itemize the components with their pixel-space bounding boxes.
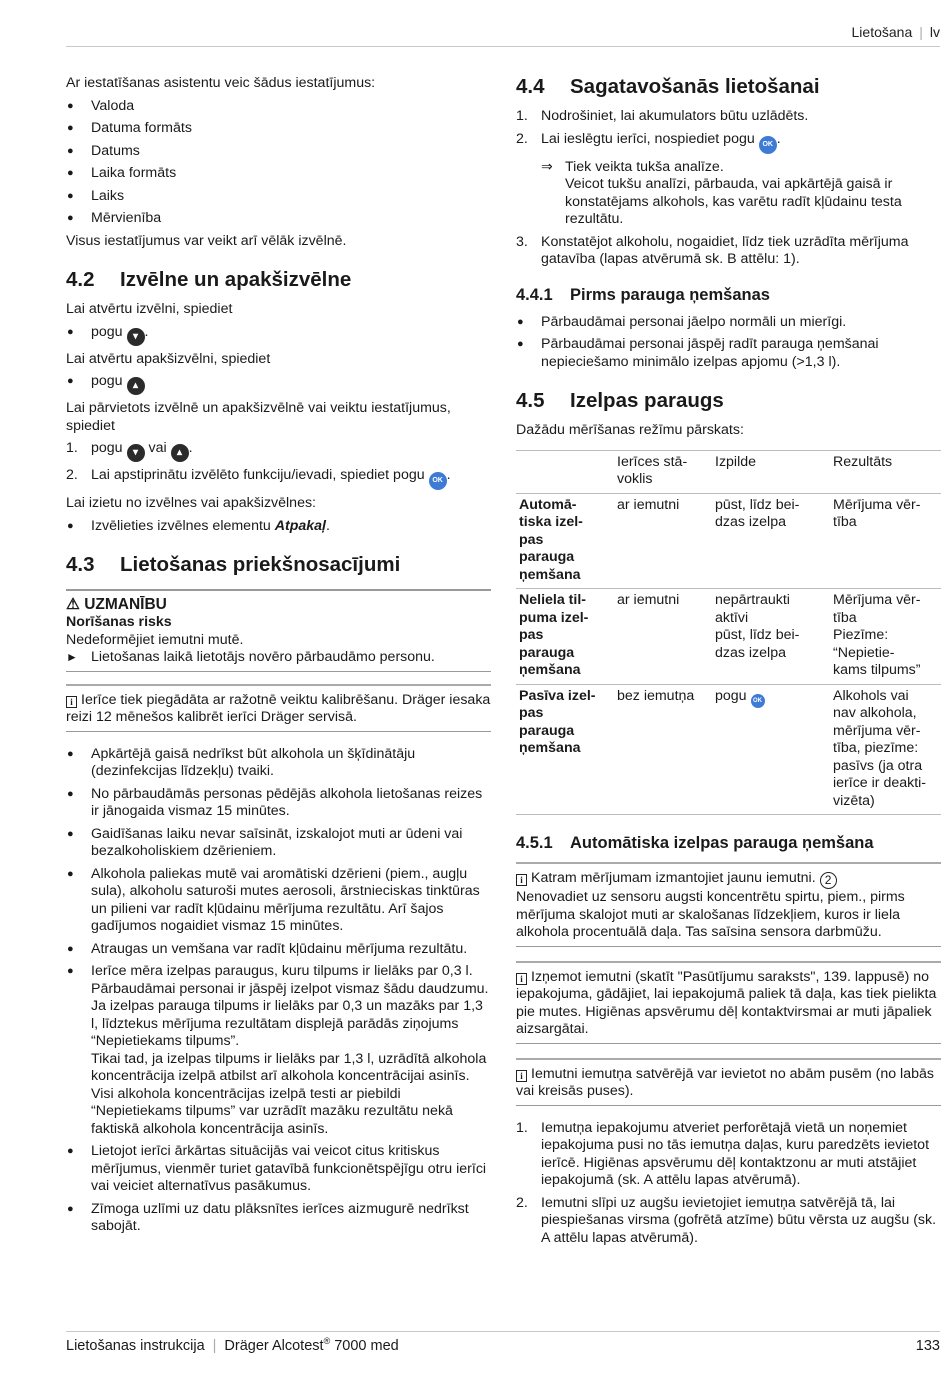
- mouthpiece-steps: [516, 1120, 941, 1248]
- list-item: ● Datums: [66, 143, 491, 161]
- left-column: [66, 75, 491, 1241]
- list-item: ● Pārbaudāmai personai jāspēj radīt parauga ņemšanai nepieciešamo minimālo izelpas apjomu (>1,3 l).: [516, 336, 941, 371]
- list-item: ● Mērvienība: [66, 210, 491, 228]
- list-item: 3. Konstatējot alkoholu, nogaidiet, līdz tiek uzrādīta mērījuma gatavība (lapas atvērumā sk. B attēlu: 1).: [516, 233, 909, 267]
- warning-text: Nedeformējiet iemutni mutē.: [66, 631, 244, 648]
- table-header: Ierīces stā- voklis: [617, 453, 688, 487]
- table-row: [516, 493, 941, 589]
- table-header-row: [516, 450, 941, 493]
- list-item: 2. Iemutni slīpi uz augšu ievietojiet iemutņa satvērējā tā, lai piespiešanas virsma (gofrētā atzīme) būtu vērsta uz augšu (sk. A attēlu lapas atvērumā).: [516, 1194, 937, 1246]
- list-item: ● Alkohola paliekas mutē vai aromātiski dzērieni (piem., augļu sula), alkoholu saturoši mutes aerosoli, ārstnieciskas tinktūras un pilieni var radīt kļūdainu mērījuma rezultātu. Arī šajos gadījumos nogaidiet vismaz 15 minūtes.: [66, 866, 491, 936]
- figure-ref-badge: 2: [820, 872, 837, 889]
- table-row: [516, 684, 941, 815]
- footer-divider: [66, 1331, 940, 1332]
- info-icon: i: [516, 973, 527, 985]
- list-item: ● Lietojot ierīci ārkārtas situācijās vai veicot citus kritiskus mērījumus, vienmēr turiet gatavībā funkcionētspējīgu otru ierīci vai veiciet alternatīvus pasākumus.: [66, 1143, 491, 1196]
- ok-button-icon: OK: [751, 694, 765, 708]
- table-header: Rezultāts: [833, 453, 893, 470]
- later-text: Visus iestatījumus var veikt arī vēlāk izvēlnē.: [66, 232, 347, 249]
- modes-table: [516, 450, 941, 816]
- step-result: ⇒ Tiek veikta tukša analīze. Veicot tukšu analīzi, pārbauda, vai apkārtējā gaisā ir konstatējams alkohols, kas varētu radīt kļūdainu testa rezultātu.: [541, 158, 902, 227]
- open-menu-text: Lai atvērtu izvēlni, spiediet: [66, 301, 233, 317]
- header-section: Lietošana: [851, 24, 913, 40]
- table-cell: Mērījuma vēr- tība: [833, 496, 921, 530]
- modes-intro: Dažādu mērīšanas režīmu pārskats:: [516, 422, 744, 438]
- up-button-icon: ▴: [127, 377, 145, 395]
- list-item: ● Ierīce mēra izelpas paraugus, kuru tilpums ir lielāks par 0,3 l. Pārbaudāmai personai ir jāspēj izelpot vismaz šādu daudzumu. Ja izelpas parauga tilpums ir lielāks par 0,3 un mazāks par 1,3 l, līdztekus mērījuma rezultātam displejā parādās ziņojums “Nepietiekams tilpums”. Tikai tad, ja izelpas tilpums ir lielāks par 1,3 l, uzrādītā alkohola koncentrācija izelpā atbilst arī alkohola koncentrācijai asinīs. Visi alkohola koncentrācijas izelpā testi ar piebildi “Nepietiekams tilpums” var uzrādīt mazāku rezultātu nekā faktiskā alkohola koncentrācija asinīs.: [66, 963, 491, 1138]
- page-header: Lietošana | lv: [851, 24, 940, 40]
- list-item: 1. pogu ▾ vai ▴ .: [66, 440, 491, 462]
- info-box: i Katram mērījumam izmantojiet jaunu iemutni. 2 Nenovadiet uz sensoru augsti koncentrētu spirtu, piem., pirms mērījuma skalojot muti ar skalošanas līdzekļiem, kuros ir liela alkohola procentuālā daļa. Tas saīsina sensora darbmūžu.: [516, 862, 941, 947]
- section-heading-4-4-1: 4.4.1 Pirms parauga ņemšanas: [516, 285, 770, 304]
- menu-steps: [66, 440, 491, 490]
- down-button-icon: ▾: [127, 328, 145, 346]
- exit-text: Lai izietu no izvēlnes vai apakšizvēlnes:: [66, 495, 316, 511]
- table-cell: pūst, līdz bei- dzas izelpa: [715, 496, 800, 530]
- table-cell: ar iemutni: [617, 496, 680, 513]
- list-item: ● No pārbaudāmās personas pēdējās alkohola lietošanas reizes ir jānogaida vismaz 15 minūtes.: [66, 786, 491, 821]
- table-header: Izpilde: [715, 453, 757, 470]
- page-footer: Lietošanas instrukcija | Dräger Alcotest® 7000 med 133: [66, 1336, 940, 1354]
- list-item: 1. Nodrošiniet, lai akumulators būtu uzlādēts.: [516, 108, 809, 124]
- info-box: i Iemutni iemutņa satvērējā var ievietot no abām pusēm (no labās vai kreisās puses).: [516, 1058, 941, 1106]
- list-item: 1. Iemutņa iepakojumu atveriet perforētajā vietā un noņemiet iepakojuma pusi no tās iemutņa daļas, kuru paredzēts ievietot ierīcē. Higiēnas apsvērumu dēļ kontaktzonu ar muti atstājiet iepakojumā (sk. A attēlu lapas atvērumā).: [516, 1119, 930, 1188]
- list-item: ● Zīmoga uzlīmi uz datu plāksnītes ierīces aizmugurē nedrīkst sabojāt.: [66, 1201, 491, 1236]
- list-item: ● Laiks: [66, 188, 491, 206]
- precondition-list: [66, 746, 491, 1236]
- warning-icon: ⚠: [66, 596, 80, 613]
- table-cell: pogu OK: [712, 684, 830, 815]
- list-item: ● pogu ▾ .: [66, 324, 491, 346]
- move-text: Lai pārvietots izvēlnē un apakšizvēlnē vai veiktu iestatījumus, spiediet: [66, 400, 451, 434]
- table-cell: Automā- tiska izel- pas parauga ņemšana: [519, 496, 583, 583]
- list-item: 2. Lai apstiprinātu izvēlēto funkciju/ievadi, spiediet pogu OK .: [66, 467, 491, 490]
- table-cell: Mērījuma vēr- tība Piezīme: “Nepietie- kams tilpums”: [833, 592, 921, 678]
- settings-list: [66, 98, 491, 228]
- table-cell: Pasīva izel- pas parauga ņemšana: [519, 687, 596, 756]
- ok-button-icon: OK: [429, 472, 447, 490]
- ok-button-icon: OK: [759, 136, 777, 154]
- table-cell: nepārtraukti aktīvi pūst, līdz bei- dzas izelpa: [715, 592, 800, 661]
- page-number: 133: [915, 1338, 940, 1354]
- intro-text: Ar iestatīšanas asistentu veic šādus iestatījumus:: [66, 75, 376, 91]
- footer-product: Dräger Alcotest® 7000 med: [224, 1336, 399, 1354]
- section-heading-4-5: 4.5 Izelpas paraugs: [516, 389, 724, 412]
- header-lang: lv: [929, 24, 940, 40]
- table-cell: Alkohols vai nav alkohola, mērījuma vēr- tība, piezīme: pasīvs (ja otra ierīce ir deakti- vizēta): [833, 687, 927, 809]
- list-item: ● Atraugas un vemšana var radīt kļūdainu mērījuma rezultātu.: [66, 941, 491, 959]
- before-sample-list: [516, 314, 941, 372]
- info-box: i Ierīce tiek piegādāta ar ražotnē veiktu kalibrēšanu. Dräger iesaka reizi 12 mēnešos kalibrēt ierīci Dräger servisā.: [66, 684, 491, 732]
- section-heading-4-5-1: 4.5.1 Automātiska izelpas parauga ņemšana: [516, 834, 874, 852]
- list-item: ● Izvēlieties izvēlnes elementu Atpakaļ.: [66, 518, 491, 536]
- header-divider: [66, 46, 940, 47]
- list-item: ● Valoda: [66, 98, 491, 116]
- list-item: ● pogu ▴: [66, 373, 491, 395]
- warning-title: ⚠ UZMANĪBU: [66, 596, 167, 613]
- up-button-icon: ▴: [171, 444, 189, 462]
- warning-action: ► Lietošanas laikā lietotājs novēro pārbaudāmo personu.: [66, 649, 491, 672]
- list-item: ● Gaidīšanas laiku nevar saīsināt, izskalojot muti ar ūdeni vai bezalkoholiskiem dzērieniem.: [66, 826, 491, 861]
- info-box: i Izņemot iemutni (skatīt "Pasūtījumu saraksts", 139. lappusē) no iepakojuma, gādājiet, lai iepakojumā paliek tā daļa, kas tiek pielikta pie mutes. Higiēnas apsvērumu dēļ kontaktvirsmai ar muti jāpaliek aizsargātai.: [516, 961, 941, 1044]
- info-icon: i: [516, 1070, 527, 1082]
- right-column: [516, 75, 941, 1252]
- section-heading-4-2: 4.2 Izvēlne un apakšizvēlne: [66, 268, 352, 291]
- footer-doc: Lietošanas instrukcija: [66, 1338, 205, 1354]
- list-item: ● Pārbaudāmai personai jāelpo normāli un mierīgi.: [516, 314, 941, 332]
- table-header: [516, 450, 614, 493]
- arrow-icon: ►: [66, 650, 78, 664]
- implies-icon: ⇒: [541, 158, 553, 175]
- prep-steps: [516, 108, 941, 154]
- info-icon: i: [66, 696, 77, 708]
- warning-box: [66, 589, 491, 672]
- open-submenu-text: Lai atvērtu apakšizvēlni, spiediet: [66, 350, 271, 367]
- volume-note: Tikai tad, ja izelpas tilpums ir lielāks par 1,3 l, uzrādītā alkohola koncentrācija izelpā atbilst arī alkohola koncentrācijai asinīs. Visi alkohola koncentrācijas izelpā testi ar piebildi “Nepietiekams tilpums” var uzrādīt mazāku rezultātu nekā faktiskā alkohola koncentrācija asinīs.: [91, 1050, 487, 1137]
- table-row: [516, 589, 941, 685]
- list-item: 2. Lai ieslēgtu ierīci, nospiediet pogu OK .: [516, 131, 941, 154]
- info-icon: i: [516, 874, 527, 886]
- warning-subtitle: Norīšanas risks: [66, 614, 172, 630]
- table-cell: Neliela til- puma izel- pas parauga ņemšana: [519, 592, 589, 678]
- down-button-icon: ▾: [127, 444, 145, 462]
- table-cell: ar iemutni: [617, 592, 680, 608]
- list-item: ● Datuma formāts: [66, 120, 491, 138]
- list-item: ● Apkārtējā gaisā nedrīkst būt alkohola un šķīdinātāju (dezinfekcijas līdzekļu) tvaiki.: [66, 746, 491, 781]
- section-heading-4-3: 4.3 Lietošanas priekšnosacījumi: [66, 553, 401, 576]
- table-cell: bez iemutņa: [617, 687, 695, 704]
- section-heading-4-4: 4.4 Sagatavošanās lietošanai: [516, 75, 820, 98]
- list-item: ● Laika formāts: [66, 165, 491, 183]
